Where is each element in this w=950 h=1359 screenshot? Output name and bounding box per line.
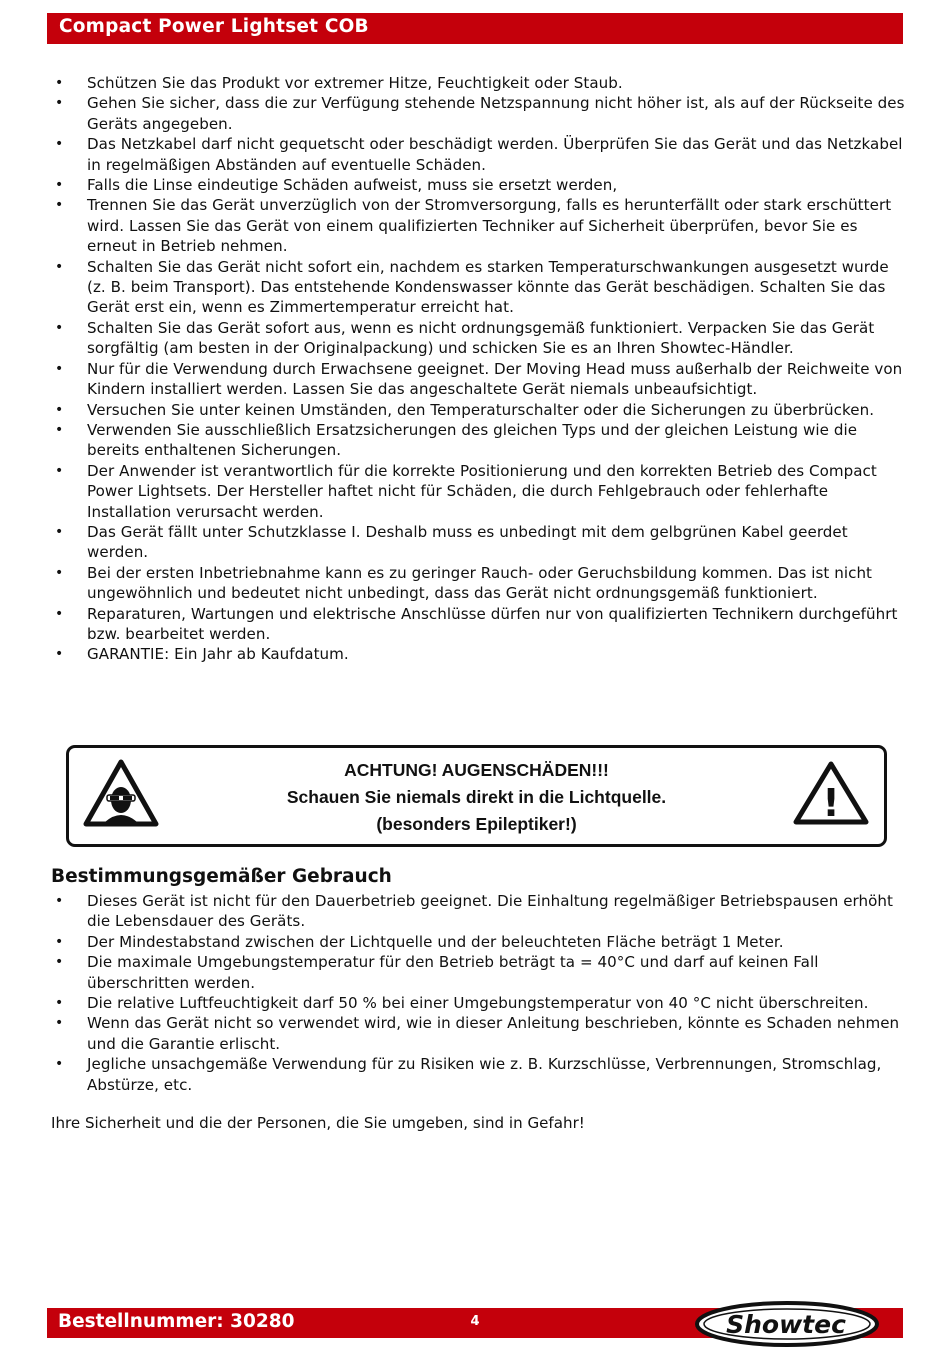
list-item <box>51 932 911 952</box>
bullet-icon: • <box>55 75 64 91</box>
bullet-icon: • <box>55 893 64 909</box>
bullet-icon: • <box>55 933 64 950</box>
bullet-icon: • <box>55 258 64 275</box>
list-item-text: Das Gerät fällt unter Schutzklasse I. Deshalb muss es unbedingt mit dem gelbgrünen Kabel geerdet werden. <box>87 522 848 562</box>
list-item <box>51 952 911 993</box>
bullet-icon: • <box>55 136 64 153</box>
warning-line-2: Schauen Sie niemals direkt in die Lichtquelle. <box>286 787 667 807</box>
closing-statement: Ihre Sicherheit und die der Personen, die Sie umgeben, sind in Gefahr! <box>51 1114 585 1132</box>
list-item-text: Gehen Sie sicher, dass die zur Verfügung stehende Netzspannung nicht höher ist, als auf der Rückseite des Geräts angegeben. <box>87 94 905 133</box>
warning-line-1: ACHTUNG! AUGENSCHÄDEN!!! <box>344 760 609 780</box>
list-item <box>51 461 911 522</box>
list-item-text: Jegliche unsachgemäße Verwendung für zu Risiken wie z. B. Kurzschlüsse, Verbrennungen, Stromschlag, Abstürze, etc. <box>87 1055 882 1094</box>
list-item-text: Bei der ersten Inbetriebnahme kann es zu geringer Rauch- oder Geruchsbildung kommen. Das ist nicht ungewöhnlich und bedeutet nicht unbedingt, dass das Gerät nicht ordnungsgemäß funktioniert. <box>87 563 873 603</box>
bullet-icon: • <box>55 401 64 418</box>
list-item-text: Nur für die Verwendung durch Erwachsene geeignet. Der Moving Head muss außerhalb der Reichweite von Kindern installiert werden. Lassen Sie das angeschaltete Gerät niemals unbeaufsichtigt. <box>87 359 903 399</box>
warning-text <box>249 757 704 838</box>
list-item <box>51 563 911 604</box>
safety-list <box>51 73 911 665</box>
list-item <box>51 318 911 359</box>
bullet-icon: • <box>55 1015 64 1032</box>
bullet-icon: • <box>55 1056 64 1073</box>
bullet-icon: • <box>55 954 64 971</box>
list-item <box>51 420 911 461</box>
list-item-text: Versuchen Sie unter keinen Umständen, den Temperaturschalter oder die Sicherungen zu überbrücken. <box>87 400 875 419</box>
list-item-text: Schalten Sie das Gerät nicht sofort ein, nachdem es starken Temperaturschwankungen ausgesetzt wurde (z. B. beim Transport). Das entstehende Kondenswasser könnte das Gerät beschädigen. Schalten Sie das Gerät erst ein, wenn es Zimmertemperatur erreicht hat. <box>87 257 889 317</box>
usage-list <box>51 891 911 1095</box>
list-item-text: Wenn das Gerät nicht so verwendet wird, wie in dieser Anleitung beschrieben, könnte es Schaden nehmen und die Garantie erlischt. <box>87 1014 900 1053</box>
list-item-text: Dieses Gerät ist nicht für den Dauerbetrieb geeignet. Die Einhaltung regelmäßiger Betriebspausen erhöht die Lebensdauer des Geräts. <box>87 892 894 931</box>
list-item <box>51 73 911 93</box>
bullet-icon: • <box>55 564 64 581</box>
list-item <box>51 644 911 664</box>
exclamation-mark: ! <box>822 781 840 825</box>
bullet-icon: • <box>55 95 64 112</box>
list-item-text: Reparaturen, Wartungen und elektrische Anschlüsse dürfen nur von qualifizierten Technikern durchgeführt bzw. bearbeitet werden. <box>87 604 898 643</box>
list-item <box>51 1013 911 1054</box>
page-title: Compact Power Lightset COB <box>59 16 369 37</box>
list-item-text: Die relative Luftfeuchtigkeit darf 50 % bei einer Umgebungstemperatur von 40 °C nicht überschreiten. <box>87 994 869 1013</box>
bullet-icon: • <box>55 360 64 377</box>
logo-text: Showtec <box>726 1310 846 1339</box>
list-item-text: Schützen Sie das Produkt vor extremer Hitze, Feuchtigkeit oder Staub. <box>87 74 623 92</box>
page-number: 4 <box>470 1314 480 1329</box>
caution-triangle-icon <box>793 760 869 826</box>
list-item-text: GARANTIE: Ein Jahr ab Kaufdatum. <box>87 645 349 664</box>
list-item <box>51 1054 911 1095</box>
list-item <box>51 195 911 256</box>
eye-damage-warning-box <box>66 745 887 847</box>
section-heading: Bestimmungsgemäßer Gebrauch <box>51 866 392 887</box>
list-item-text: Das Netzkabel darf nicht gequetscht oder beschädigt werden. Überprüfen Sie das Gerät und das Netzkabel in regelmäßigen Abständen auf eventuelle Schäden. <box>87 135 903 174</box>
list-item <box>51 891 911 932</box>
list-item <box>51 522 911 563</box>
list-item <box>51 134 911 175</box>
list-item <box>51 604 911 645</box>
showtec-logo <box>694 1300 880 1348</box>
list-item-text: Schalten Sie das Gerät sofort aus, wenn es nicht ordnungsgemäß funktioniert. Verpacken Sie das Gerät sorgfältig (am besten in der Originalpackung) und schicken Sie es an Ihren Showtec-Händler. <box>87 318 875 358</box>
list-item <box>51 257 911 318</box>
list-item <box>51 400 911 420</box>
eye-protection-warning-icon <box>83 758 159 828</box>
bullet-icon: • <box>55 523 64 540</box>
list-item-text: Der Anwender ist verantwortlich für die korrekte Positionierung und den korrekten Betrieb des Compact Power Lightsets. Der Hersteller haftet nicht für Schäden, die durch Fehlgebrauch oder fehlerhafte Installation verursacht werden. <box>87 461 877 521</box>
list-item <box>51 359 911 400</box>
bullet-icon: • <box>55 462 64 479</box>
bullet-icon: • <box>55 177 64 194</box>
header-bar <box>47 13 903 44</box>
list-item-text: Trennen Sie das Gerät unverzüglich von der Stromversorgung, falls es herunterfällt oder stark erschüttert wird. Lassen Sie das Gerät von einem qualifizierten Techniker auf Sicherheit überprüfen, bevor Sie es erneut in Betrieb nehmen. <box>87 196 892 256</box>
warning-line-3: (besonders Epileptiker!) <box>376 814 577 834</box>
list-item-text: Falls die Linse eindeutige Schäden aufweist, muss sie ersetzt werden, <box>87 176 618 195</box>
list-item <box>51 993 911 1013</box>
bullet-icon: • <box>55 319 64 336</box>
bullet-icon: • <box>55 995 64 1012</box>
bullet-icon: • <box>55 605 64 622</box>
order-number: Bestellnummer: 30280 <box>58 1311 295 1332</box>
bullet-icon: • <box>55 197 64 214</box>
list-item-text: Die maximale Umgebungstemperatur für den Betrieb beträgt ta = 40°C und darf auf keinen Fall überschritten werden. <box>87 953 819 992</box>
list-item-text: Der Mindestabstand zwischen der Lichtquelle und der beleuchteten Fläche beträgt 1 Meter. <box>87 932 784 951</box>
bullet-icon: • <box>55 646 64 663</box>
list-item <box>51 93 911 134</box>
list-item-text: Verwenden Sie ausschließlich Ersatzsicherungen des gleichen Typs und der gleichen Leistung wie die bereits enthaltenen Sicherungen. <box>87 420 858 460</box>
list-item <box>51 175 911 195</box>
bullet-icon: • <box>55 421 64 438</box>
